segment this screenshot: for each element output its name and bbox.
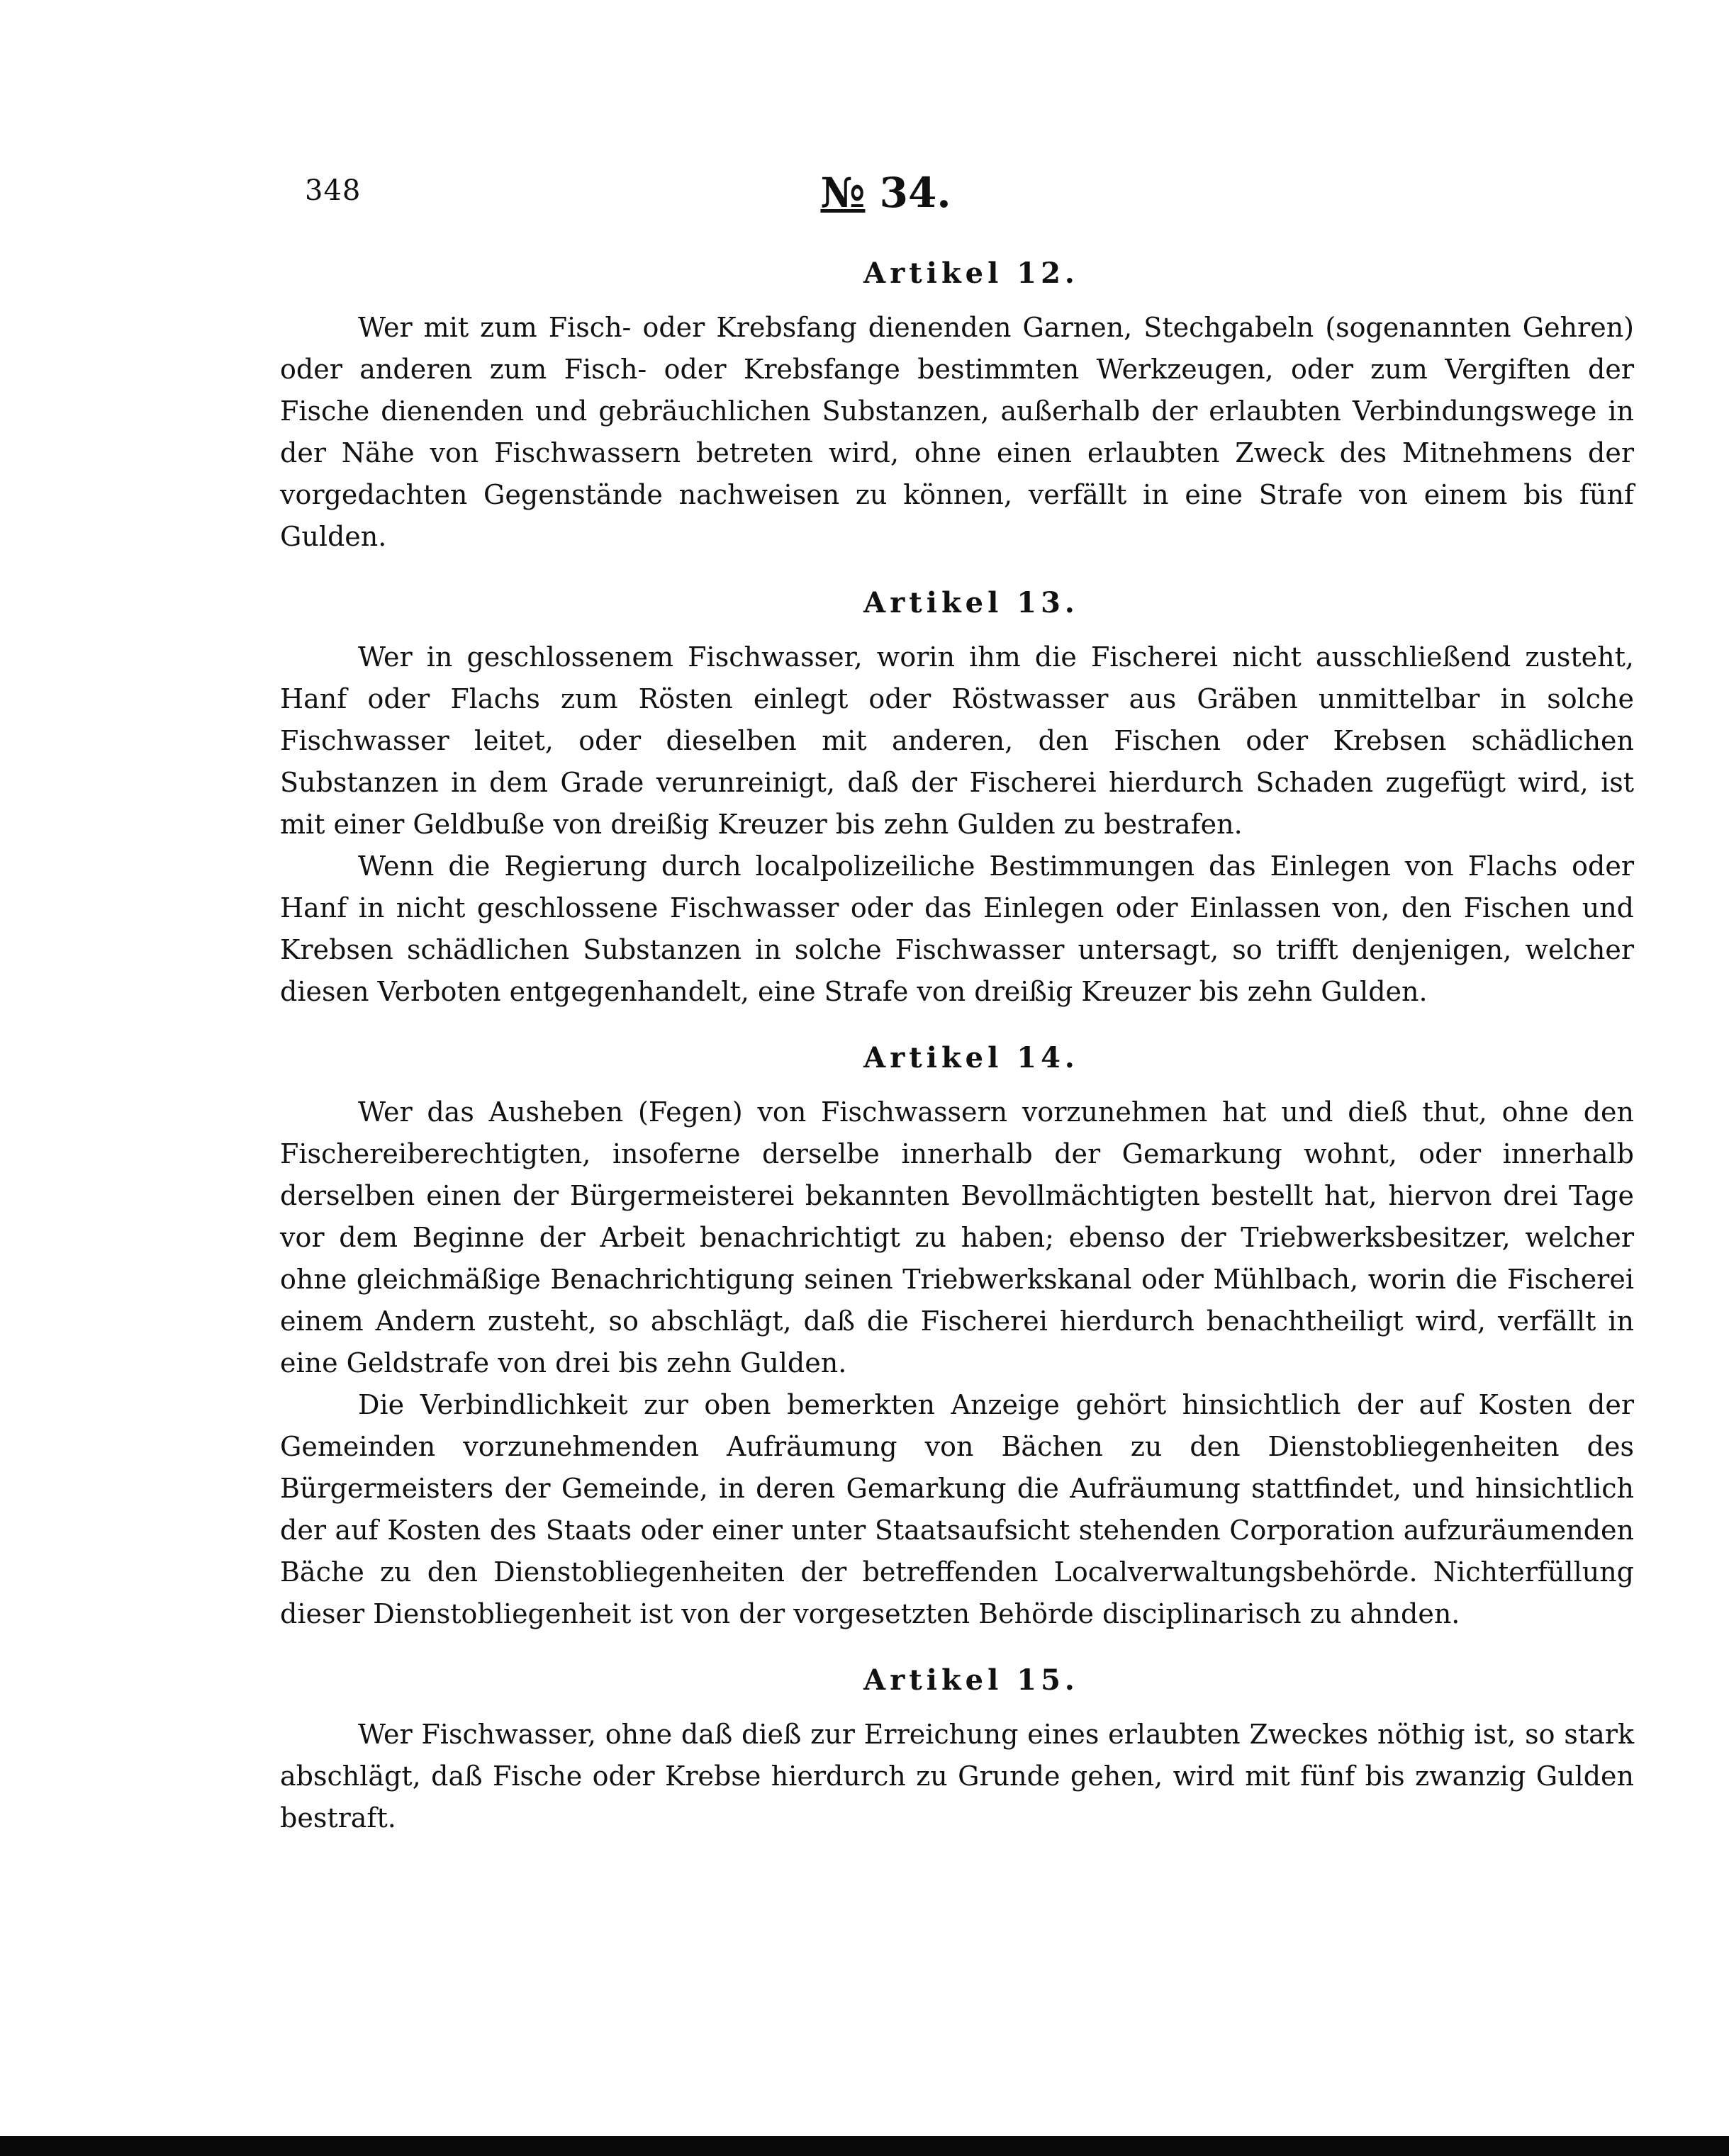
- article-paragraph: Wer Fischwasser, ohne daß dieß zur Erreichung eines erlaubten Zweckes nöthig ist, so stark abschlägt, daß Fische oder Krebse hierdurch zu Grunde gehen, wird mit fünf bis zwanzig Gulden bestraft.: [280, 1719, 1634, 1834]
- article-heading: Artikel 12.: [863, 257, 1079, 290]
- article-paragraph: Wer das Ausheben (Fegen) von Fischwassern vorzunehmen hat und dieß thut, ohne den Fischereiberechtigten, insoferne derselbe innerhalb der Gemarkung wohnt, oder innerhalb derselben einen der Bürgermeisterei bekannten Bevollmächtigten bestellt hat, hiervon drei Tage vor dem Beginne der Arbeit benachrichtigt zu haben; ebenso der Triebwerksbesitzer, welcher ohne gleichmäßige Benachrichtigung seinen Triebwerkskanal oder Mühlbach, worin die Fischerei einem Andern zusteht, so abschlägt, daß die Fischerei hierdurch benachtheiligt wird, verfällt in eine Geldstrafe von drei bis zehn Gulden.: [280, 1096, 1634, 1379]
- article-13: [280, 586, 1634, 1013]
- issue-label: №: [820, 169, 866, 217]
- issue-number: [0, 169, 1729, 217]
- article-12: [280, 257, 1634, 558]
- article-heading: Artikel 14.: [863, 1041, 1079, 1074]
- issue-value: 34.: [879, 169, 951, 217]
- article-paragraph: Wenn die Regierung durch localpolizeiliche Bestimmungen das Einlegen von Flachs oder Hanf in nicht geschlossene Fischwasser oder das Einlegen oder Einlassen von, den Fischen und Krebsen schädlichen Substanzen in solche Fischwasser untersagt, so trifft denjenigen, welcher diesen Verboten entgegenhandelt, eine Strafe von dreißig Kreuzer bis zehn Gulden.: [280, 850, 1634, 1007]
- article-paragraph: Wer mit zum Fisch- oder Krebsfang dienenden Garnen, Stechgabeln (sogenannten Gehren) oder anderen zum Fisch- oder Krebsfange bestimmten Werkzeugen, oder zum Vergiften der Fische dienenden und gebräuchlichen Substanzen, außerhalb der erlaubten Verbindungswege in der Nähe von Fischwassern betreten wird, ohne einen erlaubten Zweck des Mitnehmens der vorgedachten Gegenstände nachweisen zu können, verfällt in eine Strafe von einem bis fünf Gulden.: [280, 312, 1634, 552]
- article-paragraph: Wer in geschlossenem Fischwasser, worin ihm die Fischerei nicht ausschließend zusteht, Hanf oder Flachs zum Rösten einlegt oder Röstwasser aus Gräben unmittelbar in solche Fischwasser leitet, oder dieselben mit anderen, den Fischen oder Krebsen schädlichen Substanzen in dem Grade verunreinigt, daß der Fischerei hierdurch Schaden zugefügt wird, ist mit einer Geldbuße von dreißig Kreuzer bis zehn Gulden zu bestrafen.: [280, 641, 1634, 840]
- section-gap: [280, 558, 1634, 586]
- scan-border: [0, 2136, 1729, 2156]
- article-heading: Artikel 15.: [863, 1663, 1079, 1697]
- article-14: [280, 1041, 1634, 1635]
- page-number: 348: [305, 174, 362, 207]
- section-gap: [280, 1013, 1634, 1041]
- article-15: [280, 1663, 1634, 1839]
- section-gap: [280, 1635, 1634, 1663]
- article-paragraph: Die Verbindlichkeit zur oben bemerkten Anzeige gehört hinsichtlich der auf Kosten der Gemeinden vorzunehmenden Aufräumung von Bächen zu den Dienstobliegenheiten des Bürgermeisters der Gemeinde, in deren Gemarkung die Aufräumung stattfindet, und hinsichtlich der auf Kosten des Staats oder einer unter Staatsaufsicht stehenden Corporation aufzuräumenden Bäche zu den Dienstobliegenheiten der betreffenden Localverwaltungsbehörde. Nichterfüllung dieser Dienstobliegenheit ist von der vorgesetzten Behörde disciplinarisch zu ahnden.: [280, 1389, 1634, 1629]
- article-heading: Artikel 13.: [863, 586, 1079, 619]
- document-body: [280, 257, 1634, 1839]
